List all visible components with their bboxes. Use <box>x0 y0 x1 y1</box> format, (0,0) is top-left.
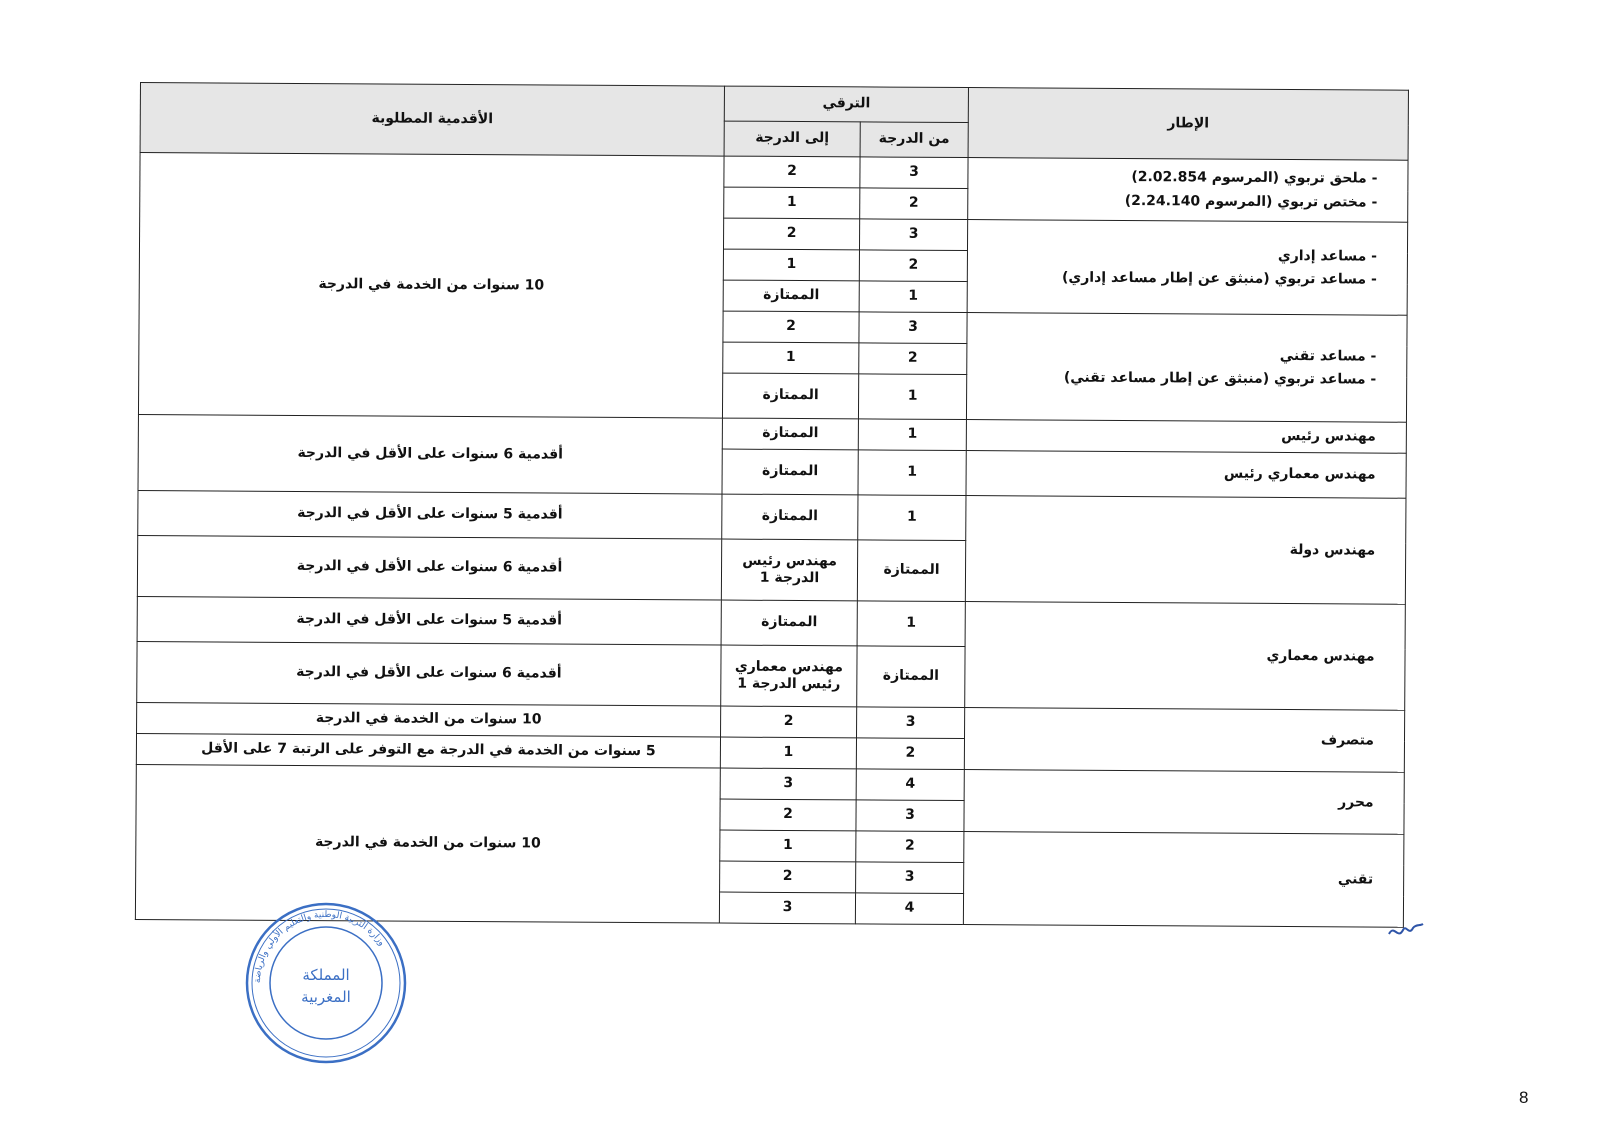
to-grade-cell: الممتازة <box>722 449 858 495</box>
to-grade-cell: مهندس معماري رئيس الدرجة 1 <box>721 645 857 707</box>
seniority-cell: أقدمية 6 سنوات على الأقل في الدرجة <box>137 535 721 600</box>
header-promotion: الترقي <box>724 86 968 122</box>
cadre-cell: تقني <box>963 832 1404 928</box>
to-grade-cell: مهندس رئيس الدرجة 1 <box>721 539 857 601</box>
seniority-cell: 5 سنوات من الخدمة في الدرجة مع التوفر على الرتبة 7 على الأقل <box>136 733 720 768</box>
from-grade-cell: 2 <box>860 188 968 220</box>
to-grade-cell: 2 <box>723 218 859 250</box>
cadre-cell: متصرف <box>964 708 1404 773</box>
from-grade-cell: 4 <box>856 769 964 801</box>
to-grade-cell: 1 <box>723 249 859 281</box>
from-grade-cell: 3 <box>856 862 964 894</box>
seniority-cell: 10 سنوات من الخدمة في الدرجة <box>138 153 724 419</box>
cadre-line: - مساعد تقني <box>1279 347 1377 365</box>
to-grade-cell: 2 <box>720 861 856 893</box>
cadre-cell: مهندس معماري رئيس <box>966 451 1406 499</box>
cadre-cell: مهندس معماري <box>965 602 1406 711</box>
cadre-line: - مساعد إداري <box>1277 247 1378 265</box>
from-grade-cell: 3 <box>857 707 965 739</box>
from-grade-cell: 3 <box>859 219 967 251</box>
to-grade-cell: 1 <box>720 737 856 769</box>
to-grade-cell: الممتازة <box>721 600 857 646</box>
to-grade-cell: 2 <box>723 311 859 343</box>
table-row <box>138 414 1406 453</box>
header-row <box>140 83 1408 126</box>
from-grade-cell: 3 <box>859 312 967 344</box>
header-seniority: الأقدمية المطلوبة <box>140 83 724 157</box>
cadre-line: - ملحق تربوي (المرسوم 2.02.854) <box>1131 169 1378 187</box>
from-grade-cell: 4 <box>855 893 963 925</box>
seniority-cell: أقدمية 6 سنوات على الأقل في الدرجة <box>137 641 721 706</box>
cadre-line: - مختص تربوي (المرسوم 2.24.140) <box>1124 192 1378 211</box>
to-grade-cell: 2 <box>720 799 856 831</box>
from-grade-cell: 2 <box>856 738 964 770</box>
to-grade-cell: 3 <box>719 892 855 924</box>
cadre-cell: مهندس رئيس <box>966 420 1406 454</box>
table-row <box>137 596 1405 649</box>
cadre-cell: مهندس دولة <box>965 496 1406 605</box>
seniority-cell: 10 سنوات من الخدمة في الدرجة <box>135 764 720 923</box>
to-grade-cell: 1 <box>720 830 856 862</box>
from-grade-cell: 1 <box>857 601 965 647</box>
from-grade-cell: 3 <box>856 800 964 832</box>
cadre-line: - مساعد تربوي (منبثق عن إطار مساعد إداري) <box>1061 269 1377 288</box>
seniority-cell: أقدمية 6 سنوات على الأقل في الدرجة <box>138 414 722 494</box>
cadre-cell <box>968 158 1408 223</box>
header-cadre: الإطار <box>968 88 1408 161</box>
from-grade-cell: 1 <box>858 374 966 420</box>
to-grade-cell: الممتازة <box>722 494 858 540</box>
to-grade-cell: 2 <box>721 706 857 738</box>
seal-center-line2: المغربية <box>301 988 351 1006</box>
to-grade-cell: الممتازة <box>722 418 858 450</box>
header-to-grade: إلى الدرجة <box>724 121 860 157</box>
from-grade-cell: الممتازة <box>857 540 965 602</box>
seal-center-line1: المملكة <box>302 966 350 984</box>
to-grade-cell: 3 <box>720 768 856 800</box>
seniority-cell: 10 سنوات من الخدمة في الدرجة <box>137 702 721 737</box>
promotion-table <box>135 82 1409 928</box>
to-grade-cell: 1 <box>723 342 859 374</box>
from-grade-cell: 2 <box>856 831 964 863</box>
from-grade-cell: 2 <box>859 343 967 375</box>
to-grade-cell: 2 <box>724 156 860 188</box>
cadre-cell: محرر <box>964 770 1404 835</box>
table-row <box>138 490 1406 543</box>
from-grade-cell: 1 <box>858 419 966 451</box>
from-grade-cell: 3 <box>860 157 968 189</box>
seniority-cell: أقدمية 5 سنوات على الأقل في الدرجة <box>138 490 722 539</box>
from-grade-cell: 1 <box>858 450 966 496</box>
cadre-line: - مساعد تربوي (منبثق عن إطار مساعد تقني) <box>1063 369 1377 388</box>
header-from-grade: من الدرجة <box>860 122 968 158</box>
from-grade-cell: 2 <box>859 250 967 282</box>
from-grade-cell: 1 <box>859 281 967 313</box>
to-grade-cell: 1 <box>724 187 860 219</box>
cadre-cell <box>967 220 1408 316</box>
table-row <box>136 764 1404 803</box>
from-grade-cell: 1 <box>858 495 966 541</box>
cadre-cell <box>966 313 1407 423</box>
from-grade-cell: الممتازة <box>857 646 965 708</box>
table-row <box>140 153 1408 192</box>
official-seal <box>243 900 409 1066</box>
seniority-cell: أقدمية 5 سنوات على الأقل في الدرجة <box>137 596 721 645</box>
seal-ring-text: وزارة التربية الوطنية والتعليم الأولي والرياضة <box>252 909 387 984</box>
to-grade-cell: الممتازة <box>723 280 859 312</box>
to-grade-cell: الممتازة <box>722 373 858 419</box>
page-number: 8 <box>1519 1088 1529 1107</box>
signature <box>1386 918 1426 942</box>
